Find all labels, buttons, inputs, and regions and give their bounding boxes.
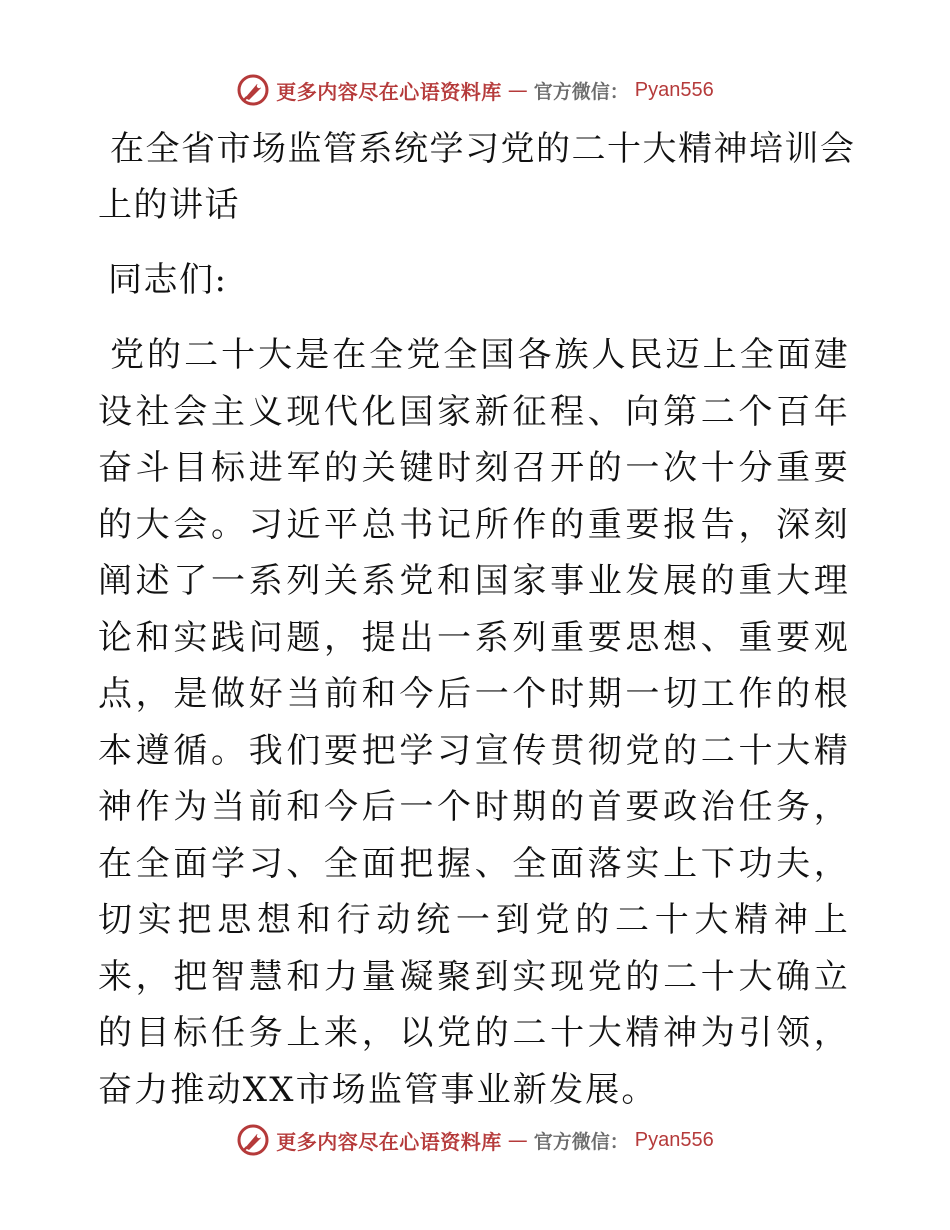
watermark-text: 更多内容尽在心语资料库 bbox=[276, 1129, 502, 1154]
watermark-wechat-label: 官方微信： bbox=[533, 80, 629, 103]
greeting-line: 同志们: bbox=[108, 260, 228, 300]
pen-nib-logo-icon bbox=[236, 73, 270, 107]
watermark-banner-top bbox=[0, 70, 950, 110]
watermark-text: 更多内容尽在心语资料库 bbox=[276, 79, 502, 104]
watermark-dash: — bbox=[507, 78, 528, 102]
document-title: 在全省市场监管系统学习党的二十大精神培训会上的讲话 bbox=[98, 129, 856, 225]
watermark-dash: — bbox=[507, 1128, 528, 1152]
pen-nib-logo-icon bbox=[236, 1123, 270, 1157]
body-paragraph: 党的二十大是在全党全国各族人民迈上全面建设社会主义现代化国家新征程、向第二个百年奋斗目标进军的关键时刻召开的一次十分重要的大会。习近平总书记所作的重要报告，深刻阐述了一系列关系党和国家事业发展的重大理论和实践问题，提出一系列重要思想、重要观点，是做好当前和今后一个时期一切工作的根本遵循。我们要把学习宣传贯彻党的二十大精神作为当前和今后一个时期的首要政治任务，在全面学习、全面把握、全面落实上下功夫，切实把思想和行动统一到党的二十大精神上来，把智慧和力量凝聚到实现党的二十大确立的目标任务上来，以党的二十大精神为引领，奋力推动XX市场监管事业新发展。 bbox=[98, 335, 850, 1110]
watermark-account: Pyan556 bbox=[634, 1128, 714, 1151]
watermark-account: Pyan556 bbox=[634, 78, 714, 101]
watermark-banner-bottom bbox=[0, 1120, 950, 1160]
watermark-wechat-label: 官方微信： bbox=[533, 1130, 629, 1153]
